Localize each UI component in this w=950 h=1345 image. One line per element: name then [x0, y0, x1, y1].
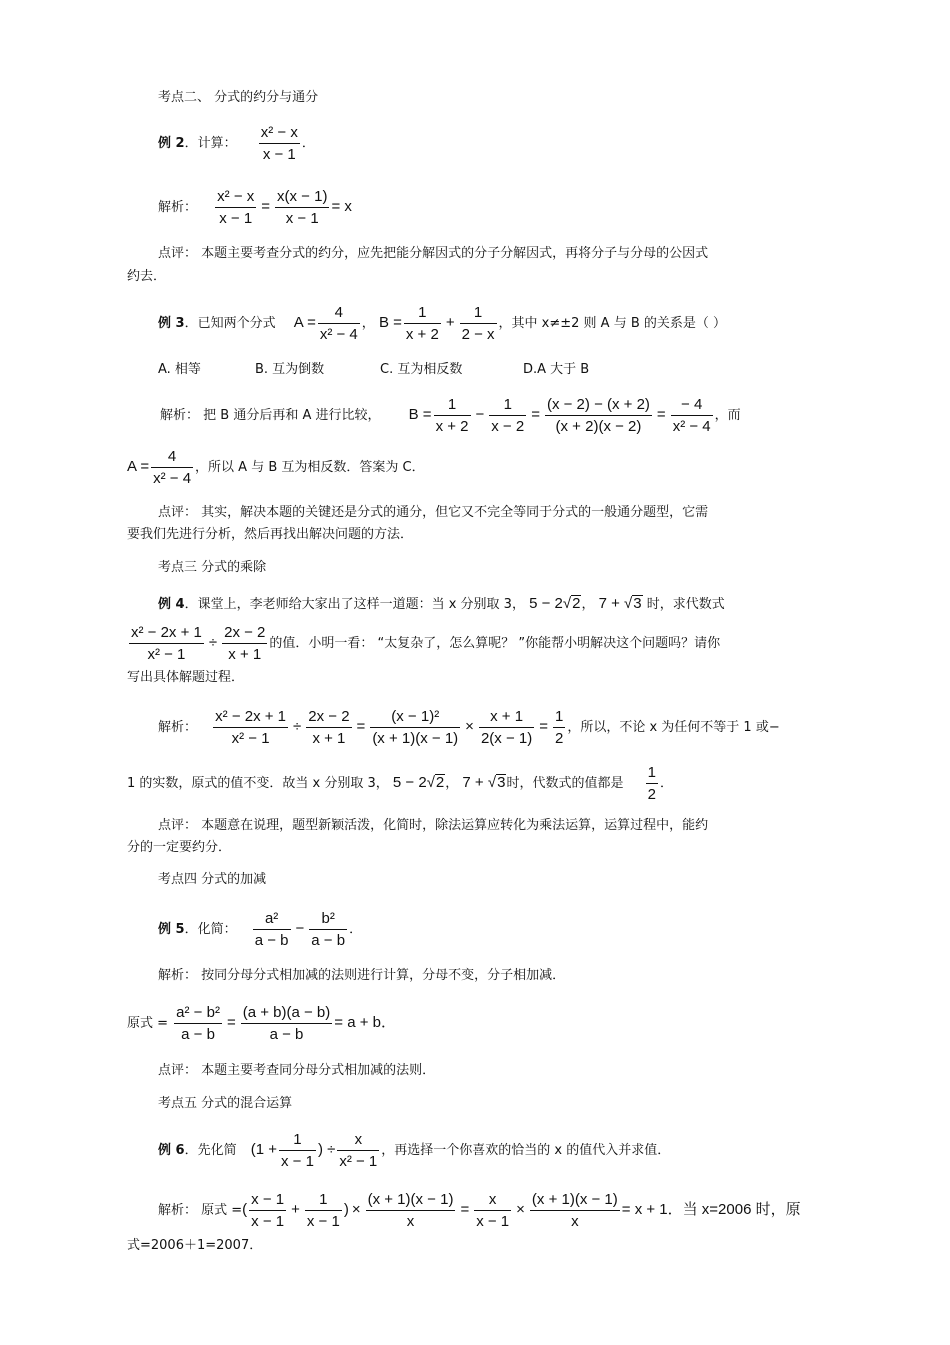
denominator: a − b	[269, 1026, 304, 1043]
symbol-a: A =	[127, 458, 150, 475]
solution-tail: ，而	[714, 408, 741, 423]
numerator: x² − 2x + 1	[129, 624, 204, 644]
example-label: 例 6	[158, 1143, 185, 1158]
solution-3-line2	[127, 448, 425, 487]
denominator: x² − 1	[339, 1153, 378, 1170]
section-heading-2: 考点二、 分式的约分与通分	[158, 90, 319, 105]
example-text: ．先化简	[184, 1143, 237, 1158]
fraction	[646, 764, 658, 803]
solution-text: ，所以，不论 x 为任何不等于 1 或−	[567, 720, 780, 735]
comment-4-line2: 分的一定要约分．	[127, 840, 232, 855]
result: = x	[331, 198, 352, 215]
example-5: 例 5．化简： $\frac{\text{a²}}{a - b}$ − $\frac{\text{b²}}{a - b}$ ．	[158, 910, 363, 949]
denominator: (x + 2)(x − 2)	[555, 418, 642, 435]
punct: ，	[445, 776, 459, 791]
example-text: ．课堂上，李老师给大家出了这样一道题：当 x 分别取 3，	[184, 597, 525, 612]
expression: ) ÷	[317, 1141, 336, 1158]
solution-label: 原式 =	[127, 1016, 169, 1031]
numerator: 1	[460, 304, 497, 324]
symbol-b: B =	[408, 406, 432, 423]
symbol-a: A =	[293, 314, 316, 331]
numerator: (a + b)(a − b)	[241, 1004, 333, 1024]
fraction	[259, 124, 300, 163]
fraction	[318, 304, 360, 343]
fraction	[370, 708, 460, 747]
sqrt-radicand: 3	[497, 774, 506, 791]
fraction	[474, 1191, 511, 1230]
denominator: x − 1	[281, 1153, 314, 1170]
denominator: x − 1	[219, 210, 253, 227]
example-4-line2: $\frac{\text{x² − 2x + 1}}{\text{x² − 1}}$ ÷ $\frac{2x - 2}{x + 1}$ 的值．小明一看： “太复杂了，怎么算呢？ ”你能帮小明解决这个问题吗？请你	[131, 624, 721, 663]
section-heading-4: 考点四 分式的加减	[158, 872, 267, 887]
solution-text: ，所以 A 与 B 互为相反数．答案为 C．	[195, 460, 425, 475]
solution-label: 解析： 原式 =	[158, 1203, 243, 1218]
numerator: − 4	[671, 396, 713, 416]
fraction	[174, 1004, 222, 1043]
sqrt-radicand: 2	[435, 774, 445, 791]
fraction	[434, 396, 471, 435]
section-heading-5: 考点五 分式的混合运算	[158, 1096, 293, 1111]
solution-4: 解析： $\frac{\text{x² − 2x + 1}}{\text{x² − 1}}$ ÷ $\frac{2x - 2}{x + 1}$ = $\frac{\text{(x − 1)²}}{(x + 1)(x - 1)}$ × $\frac{x + 1}{2(x - 1)}$ = $\frac{1}{2}$ ，所以，不论 x 为任何不等于 1 或−	[158, 708, 780, 747]
denominator: a − b	[254, 932, 289, 949]
fraction	[404, 304, 441, 343]
fraction	[309, 910, 347, 949]
punct: ，	[581, 597, 595, 612]
fraction	[253, 910, 291, 949]
numerator: x − 1	[249, 1191, 286, 1211]
denominator: 2(x − 1)	[480, 730, 533, 747]
fraction	[671, 396, 713, 435]
result: = x + 1．当 x=2006 时，原	[621, 1201, 801, 1218]
section-heading-3: 考点三 分式的乘除	[158, 560, 267, 575]
numerator: 1	[646, 764, 658, 784]
fraction	[275, 188, 329, 227]
example-text: ．化简：	[184, 922, 237, 937]
punct: ．	[349, 922, 363, 937]
numerator: x	[337, 1131, 379, 1151]
result: = a + b．	[334, 1014, 396, 1031]
denominator: x² − 4	[672, 418, 711, 435]
fraction	[545, 396, 652, 435]
option-c: C. 互为相反数	[380, 362, 463, 377]
denominator: a − b	[311, 932, 346, 949]
fraction	[151, 448, 193, 487]
fraction	[337, 1131, 379, 1170]
punct: ．	[659, 776, 673, 791]
denominator: x	[406, 1213, 415, 1230]
fraction	[306, 708, 351, 747]
numerator: 1	[434, 396, 471, 416]
denominator: x − 2	[491, 418, 525, 435]
numerator: 2x − 2	[306, 708, 351, 728]
symbol-b: B =	[378, 314, 402, 331]
fraction	[213, 708, 288, 747]
comment-3-line1: 点评： 其实，解决本题的关键还是分式的通分，但它又不完全等同于分式的一般通分题型，它需	[158, 505, 709, 520]
sqrt-radicand: 3	[633, 595, 642, 612]
numerator: 4	[318, 304, 360, 324]
fraction	[305, 1191, 342, 1230]
expression: (1 +	[250, 1141, 277, 1158]
denominator: x + 2	[435, 418, 469, 435]
value: 7 +	[598, 595, 625, 612]
example-3: 例 3．已知两个分式 A = $\frac{4}{\text{x² − 4}}$ ， B = $\frac{1}{x + 2}$ + $\frac{1}{2 - x}$ ，其中 x≠±2 则 A 与 B 的关系是（ ）	[158, 304, 727, 343]
solution-5-formula: 原式 = $\frac{\text{a² − b²}}{a - b}$ = $\frac{(a + b)(a - b)}{a - b}$ = a + b．	[127, 1004, 396, 1043]
fraction	[489, 396, 526, 435]
fraction	[129, 624, 204, 663]
denominator: x + 1	[312, 730, 346, 747]
comment-2-line1: 点评： 本题主要考查分式的约分，应先把能分解因式的分子分解因式，再将分子与分母的公因式	[158, 246, 709, 261]
fraction	[222, 624, 267, 663]
example-text: ．计算：	[184, 136, 237, 151]
fraction	[366, 1191, 456, 1230]
denominator: x² − 1	[231, 730, 270, 747]
numerator: 2x − 2	[222, 624, 267, 644]
numerator: (x + 1)(x − 1)	[366, 1191, 456, 1211]
denominator: 2 − x	[461, 326, 495, 343]
fraction	[279, 1131, 316, 1170]
example-text: 的值．小明一看： “太复杂了，怎么算呢？ ”你能帮小明解决这个问题吗？请你	[269, 636, 721, 651]
example-label: 例 5	[158, 922, 185, 937]
solution-3: 解析： 把 B 通分后再和 A 进行比较， B = $\frac{1}{x + 2}$ − $\frac{1}{x - 2}$ = $\frac{(x - 2) - (x + 2)}{(x + 2)(x - 2)}$ = $\frac{- 4}{\text{x² − 4}}$ ，而	[160, 396, 741, 435]
numerator: 1	[553, 708, 565, 728]
solution-label: 解析：	[158, 720, 198, 735]
comment-2-line2: 约去．	[127, 269, 167, 284]
denominator: x − 1	[285, 210, 319, 227]
solution-6-line2: 式=2006＋1=2007．	[127, 1238, 263, 1253]
solution-text: 1 的实数，原式的值不变．故当 x 分别取 3，	[127, 776, 389, 791]
value: 5 − 2	[529, 595, 563, 612]
solution-6: 解析： 原式 =( $\frac{x - 1}{x - 1}$ + $\frac{1}{x - 1}$ ) × $\frac{(x + 1)(x - 1)}{x}$ = $\frac{x}{x - 1}$ × $\frac{(x + 1)(x - 1)}{x}$ = x + 1．当 x=2006 时，原	[158, 1191, 801, 1230]
fraction	[530, 1191, 620, 1230]
numerator: 1	[489, 396, 526, 416]
value: 5 − 2	[392, 774, 427, 791]
example-4-line3: 写出具体解题过程．	[127, 670, 245, 685]
fraction	[249, 1191, 286, 1230]
comment-5: 点评： 本题主要考查同分母分式相加减的法则．	[158, 1063, 436, 1078]
example-text: ．已知两个分式	[184, 316, 276, 331]
solution-4-line2: 1 的实数，原式的值不变．故当 x 分别取 3， 5 − 2√2， 7 + √3时，代数式的值都是 $\frac{1}{2}$ ．	[127, 764, 673, 803]
denominator: x + 1	[228, 646, 262, 663]
solution-text: 解析： 把 B 通分后再和 A 进行比较，	[160, 408, 381, 423]
numerator: (x + 1)(x − 1)	[530, 1191, 620, 1211]
denominator: x + 2	[405, 326, 439, 343]
numerator: 1	[305, 1191, 342, 1211]
denominator: 2	[554, 730, 564, 747]
numerator: 1	[404, 304, 441, 324]
solution-text: 时，代数式的值都是	[506, 776, 624, 791]
option-d: D.A 大于 B	[523, 362, 590, 377]
denominator: x² − 1	[147, 646, 186, 663]
numerator: (x − 1)²	[370, 708, 460, 728]
numerator: x² − 2x + 1	[213, 708, 288, 728]
fraction	[215, 188, 256, 227]
denominator: a − b	[181, 1026, 215, 1043]
numerator: x	[474, 1191, 511, 1211]
numerator: x(x − 1)	[275, 188, 329, 208]
denominator: x − 1	[476, 1213, 510, 1230]
example-2	[158, 124, 315, 163]
denominator: x² − 4	[153, 470, 192, 487]
fraction	[241, 1004, 333, 1043]
numerator: a²	[253, 910, 291, 930]
comment-4-line1: 点评： 本题意在说理，题型新颖活泼，化简时，除法运算应转化为乘法运算，运算过程中，能约	[158, 818, 709, 833]
denominator: x − 1	[306, 1213, 340, 1230]
denominator: x² − 4	[319, 326, 358, 343]
denominator: x − 1	[262, 146, 296, 163]
fraction	[553, 708, 565, 747]
condition-text: ，其中 x≠±2 则 A 与 B 的关系是（ ）	[498, 316, 727, 331]
numerator: 4	[151, 448, 193, 468]
solution-5: 解析： 按同分母分式相加减的法则进行计算，分母不变，分子相加减．	[158, 968, 566, 983]
solution-2: 解析： $\frac{\text{x² − x}}{x - 1}$ = $\frac{x(x - 1)}{x - 1}$ = x	[158, 188, 352, 227]
sqrt-radicand: 2	[572, 595, 581, 612]
numerator: (x − 2) − (x + 2)	[545, 396, 652, 416]
numerator: x² − x	[215, 188, 256, 208]
solution-label: 解析：	[158, 200, 198, 215]
punct: ，	[361, 316, 375, 331]
denominator: x	[571, 1213, 579, 1230]
fraction	[460, 304, 497, 343]
example-6	[158, 1131, 670, 1170]
option-b: B. 互为倒数	[255, 362, 325, 377]
example-4: 例 4．课堂上，李老师给大家出了这样一道题：当 x 分别取 3， 5 − 2√2， 7 + √3 时，求代数式	[158, 595, 725, 612]
denominator: (x + 1)(x − 1)	[372, 730, 459, 747]
punct: ．	[301, 136, 315, 151]
option-a: A. 相等	[158, 362, 201, 377]
numerator: x + 1	[479, 708, 534, 728]
numerator: x² − x	[259, 124, 300, 144]
example-text: ，再选择一个你喜欢的恰当的 x 的值代入并求值．	[381, 1143, 671, 1158]
example-text: 时，求代数式	[646, 597, 725, 612]
numerator: b²	[309, 910, 347, 930]
comment-3-line2: 要我们先进行分析，然后再找出解决问题的方法．	[127, 527, 414, 542]
example-label: 例 4	[158, 597, 185, 612]
numerator: 1	[279, 1131, 316, 1151]
denominator: 2	[647, 786, 656, 803]
denominator: x − 1	[251, 1213, 285, 1230]
example-label: 例 3	[158, 316, 185, 331]
example-label: 例 2	[158, 136, 185, 151]
numerator: a² − b²	[174, 1004, 222, 1024]
value: 7 +	[462, 774, 488, 791]
fraction	[479, 708, 534, 747]
